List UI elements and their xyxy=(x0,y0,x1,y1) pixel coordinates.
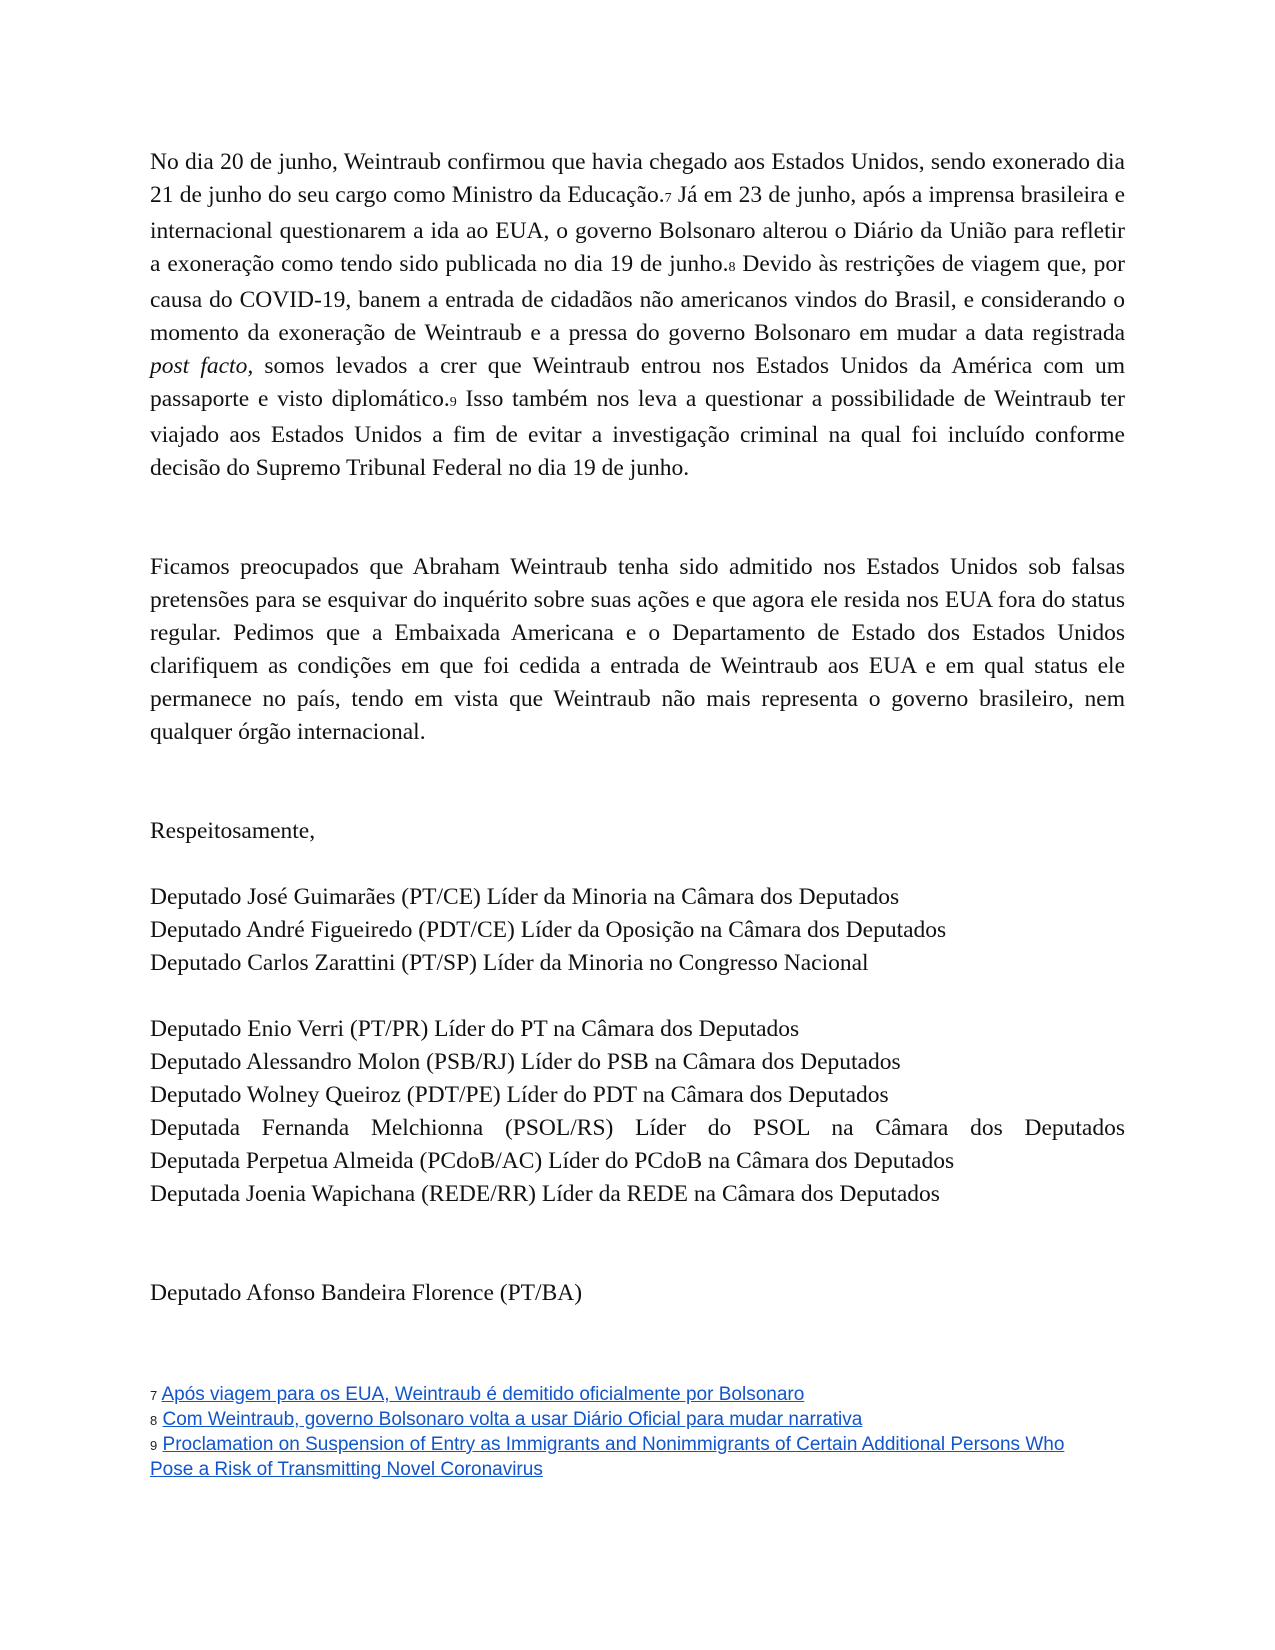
paragraph-1 xyxy=(150,146,1125,485)
signatory: Deputado Wolney Queiroz (PDT/PE) Líder do PDT na Câmara dos Deputados xyxy=(150,1082,889,1108)
signatory: Deputado Carlos Zarattini (PT/SP) Líder da Minoria no Congresso Nacional xyxy=(150,950,869,976)
spacer xyxy=(150,485,1125,551)
signatories-group-1 xyxy=(150,881,1125,980)
spacer xyxy=(150,848,1125,881)
footnote-number: 8 xyxy=(150,1413,158,1428)
paragraph-1-text-a: No dia 20 de junho, Weintraub confirmou que havia chegado aos Estados Unidos, sendo exonerado dia 21 de junho do seu cargo como Ministro da Educação. xyxy=(150,149,1125,208)
signatory: Deputado Alessandro Molon (PSB/RJ) Líder do PSB na Câmara dos Deputados xyxy=(150,1049,901,1075)
paragraph-1-text-d: somos levados a crer que Weintraub entrou nos Estados Unidos da América com um passaporte e visto diplomático. xyxy=(150,353,1125,412)
footnote-ref-8[interactable]: 8 xyxy=(728,260,736,275)
signatory: Deputado José Guimarães (PT/CE) Líder da Minoria na Câmara dos Deputados xyxy=(150,884,900,910)
footnote-ref-7[interactable]: 7 xyxy=(664,191,672,206)
signatory: Deputado Enio Verri (PT/PR) Líder do PT na Câmara dos Deputados xyxy=(150,1016,800,1042)
footnote-number: 9 xyxy=(150,1438,158,1453)
signatory-final: Deputado Afonso Bandeira Florence (PT/BA) xyxy=(150,1280,583,1306)
signatories-group-2 xyxy=(150,1013,1125,1211)
footnote-link-8[interactable]: Com Weintraub, governo Bolsonaro volta a usar Diário Oficial para mudar narrativa xyxy=(162,1409,863,1430)
paragraph-1-text-c: Devido às restrições de viagem que, por causa do COVID-19, banem a entrada de cidadãos não americanos vindos do Brasil, e considerando o momento da exoneração de Weintraub e a pressa do governo Bolsonaro em mudar a data registrada xyxy=(150,251,1125,346)
footnote-7 xyxy=(150,1383,1110,1408)
closing-salutation: Respeitosamente, xyxy=(150,818,316,844)
footnote-number: 7 xyxy=(150,1388,158,1403)
signatory: Deputado André Figueiredo (PDT/CE) Líder da Oposição na Câmara dos Deputados xyxy=(150,917,947,943)
footnote-8 xyxy=(150,1408,1110,1433)
paragraph-1-italic: post facto, xyxy=(150,353,254,379)
spacer xyxy=(150,980,1125,1013)
footnotes xyxy=(150,1383,1110,1482)
spacer xyxy=(150,1211,1125,1277)
spacer xyxy=(150,749,1125,815)
signatory: Deputada Fernanda Melchionna (PSOL/RS) Líder do PSOL na Câmara dos Deputados xyxy=(150,1115,1125,1141)
letter-body xyxy=(150,146,1125,1310)
paragraph-2: Ficamos preocupados que Abraham Weintraub tenha sido admitido nos Estados Unidos sob falsas pretensões para se esquivar do inquérito sobre suas ações e que agora ele resida nos EUA fora do status regular. Pedimos que a Embaixada Americana e o Departamento de Estado dos Estados Unidos clarifiquem as condições em que foi cedida a entrada de Weintraub aos EUA e em qual status ele permanece no país, tendo em vista que Weintraub não mais representa o governo brasileiro, nem qualquer órgão internacional. xyxy=(150,554,1125,745)
paragraph-1-text-b: Já em 23 de junho, após a imprensa brasileira e internacional questionarem a ida ao EUA, o governo Bolsonaro alterou o Diário da União para refletir a exoneração como tendo sido publicada no dia 19 de junho. xyxy=(150,182,1125,277)
footnote-link-9[interactable]: Proclamation on Suspension of Entry as Immigrants and Nonimmigrants of Certain Additional Persons Who Pose a Risk of Transmitting Novel Coronavirus xyxy=(150,1434,1065,1480)
signatory: Deputada Perpetua Almeida (PCdoB/AC) Líder do PCdoB na Câmara dos Deputados xyxy=(150,1148,955,1174)
paragraph-1-text-e: Isso também nos leva a questionar a possibilidade de Weintraub ter viajado aos Estados Unidos a fim de evitar a investigação criminal na qual foi incluído conforme decisão do Supremo Tribunal Federal no dia 19 de junho. xyxy=(150,386,1126,481)
footnote-link-7[interactable]: Após viagem para os EUA, Weintraub é demitido oficialmente por Bolsonaro xyxy=(161,1384,805,1405)
footnote-ref-9[interactable]: 9 xyxy=(449,395,457,410)
signatory: Deputada Joenia Wapichana (REDE/RR) Líder da REDE na Câmara dos Deputados xyxy=(150,1181,940,1207)
footnote-9 xyxy=(150,1433,1110,1482)
